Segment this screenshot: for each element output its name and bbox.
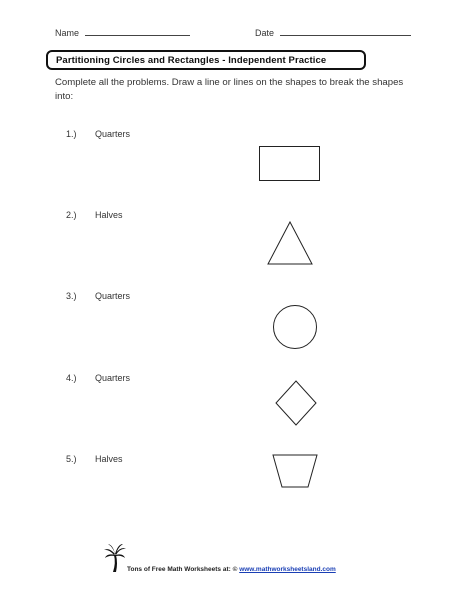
instructions: Complete all the problems. Draw a line or lines on the shapes to break the shapes into: xyxy=(55,77,404,102)
triangle-shape xyxy=(267,221,313,265)
rectangle-shape xyxy=(259,146,321,182)
title-box xyxy=(46,50,366,70)
problem-2-number: 2.) xyxy=(66,210,77,220)
problem-2-label: Halves xyxy=(95,210,123,220)
name-field xyxy=(55,27,190,38)
problem-5-label: Halves xyxy=(95,454,123,464)
problem-1-label: Quarters xyxy=(95,129,131,139)
date-label: Date xyxy=(255,28,275,38)
problem-1-number: 1.) xyxy=(66,129,77,139)
diamond-shape xyxy=(274,380,318,426)
name-label: Name xyxy=(55,28,80,38)
palm-tree-icon xyxy=(103,543,127,573)
circle-shape xyxy=(272,304,318,350)
date-field xyxy=(255,27,411,38)
name-blank[interactable] xyxy=(85,27,190,36)
worksheet-title: Partitioning Circles and Rectangles - Independent Practice xyxy=(56,54,327,66)
footer-caption: Tons of Free Math Worksheets at: © xyxy=(127,566,238,573)
date-blank[interactable] xyxy=(280,27,411,36)
footer-link[interactable]: www.mathworksheetsland.com xyxy=(239,566,336,573)
problem-4-label: Quarters xyxy=(95,373,131,383)
problem-5-number: 5.) xyxy=(66,454,77,464)
footer-text xyxy=(127,566,336,573)
footer xyxy=(103,543,373,583)
problem-3-label: Quarters xyxy=(95,291,131,301)
problem-3-number: 3.) xyxy=(66,291,77,301)
problem-4-number: 4.) xyxy=(66,373,77,383)
trapezoid-shape xyxy=(272,453,318,489)
